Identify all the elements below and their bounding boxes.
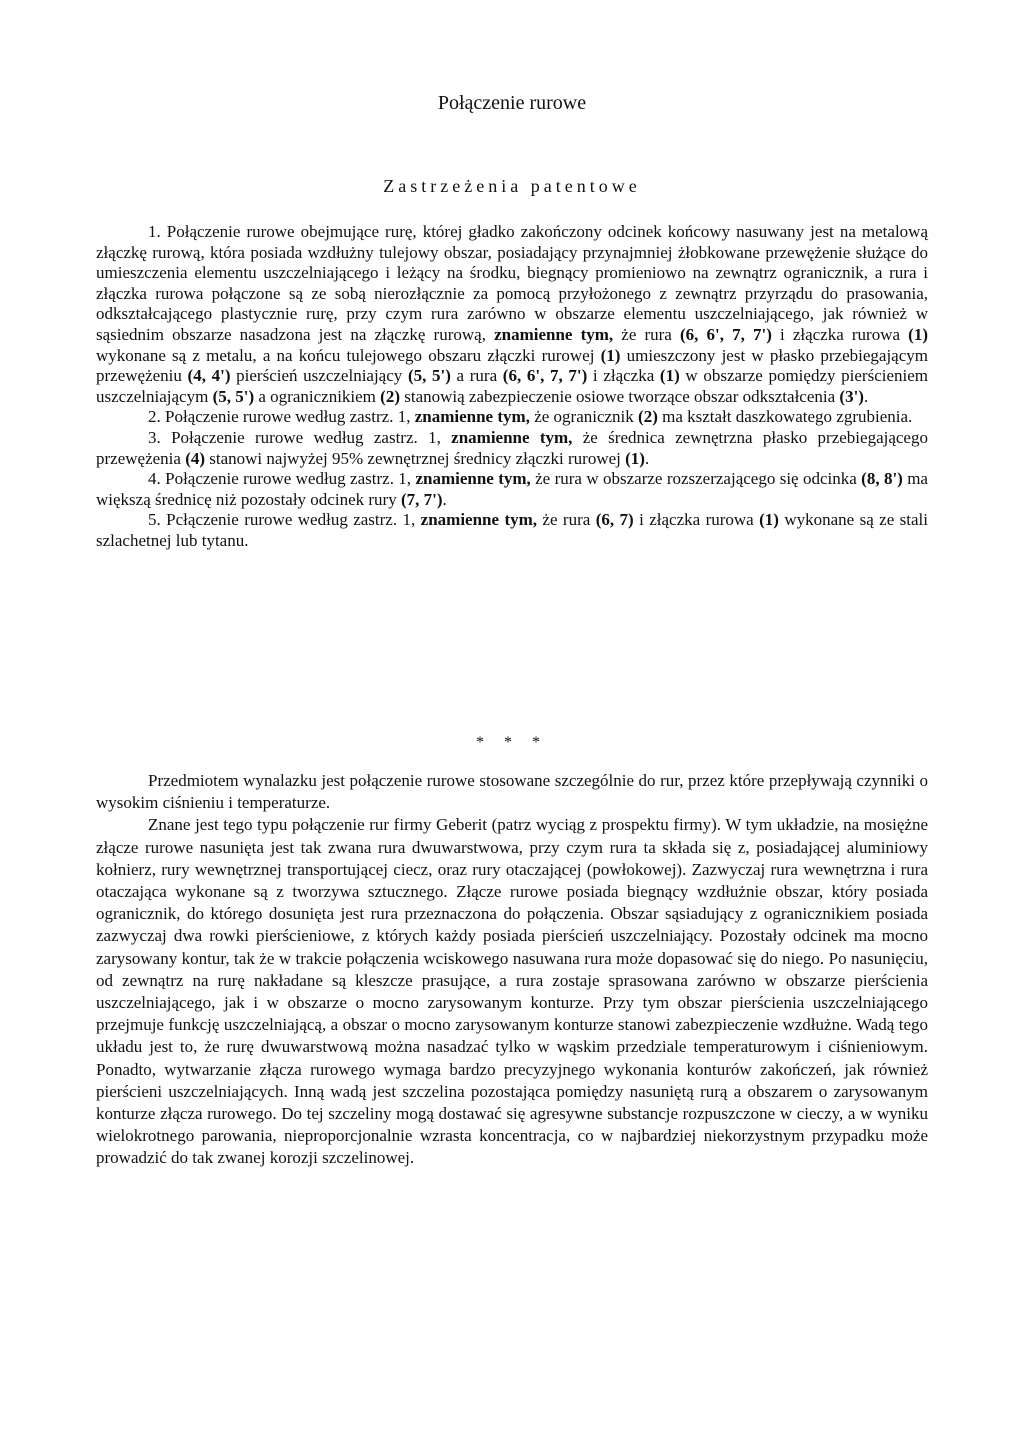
claim-segment: a ogranicznikiem: [254, 386, 381, 406]
claim-segment: a rura: [450, 366, 503, 386]
claim-segment: (4): [185, 448, 206, 468]
claim-segment: (6, 7): [595, 510, 634, 530]
claim-segment: 4. Połączenie rurowe według zastrz. 1,: [148, 469, 416, 489]
claim-segment: w obszarze pomiędzy pierścieniem uszczelniającym: [96, 366, 928, 406]
claim-segment: że rura w obszarze rozszerzającego się odcinka: [530, 469, 862, 489]
claim-4: [96, 469, 928, 510]
claims-heading: Zastrzeżenia patentowe: [383, 176, 641, 196]
claim-segment: pierścień uszczelniający: [230, 366, 408, 386]
claim-segment: że średnica zewnętrzna płasko przebiegającego przewężenia: [96, 427, 928, 468]
claim-segment: znamienne tym,: [494, 324, 614, 344]
claim-segment: stanowi najwyżej 95% zewnętrznej średnicy złączki rurowej: [205, 448, 626, 468]
claim-segment: znamienne tym,: [451, 427, 573, 447]
section-separator: * * *: [476, 734, 548, 751]
claim-segment: (1): [600, 345, 621, 365]
claims-section: [96, 222, 928, 552]
claim-segment: wykonane są ze stali szlachetnej lub tytanu.: [96, 510, 929, 550]
claim-segment: ma kształt daszkowatego zgrubienia.: [657, 407, 913, 427]
claim-segment: (6, 6', 7, 7'): [502, 366, 588, 386]
description-section: [96, 770, 928, 1170]
claim-segment: umieszczony jest w płasko przebiegającym przewężeniu: [96, 345, 928, 386]
claim-segment: znamienne tym,: [415, 469, 531, 489]
claim-segment: 1. Połączenie rurowe obejmujące rurę, której gładko zakończony odcinek końcowy nasuwany jest na metalową złączkę rurową, która posiada wzdłużny tulejowy obszar, posiadający przynajmniej żłobkowane przewężenie służące do umieszczenia elementu uszczelniającego i leżący na środku, biegnący promieniowo na zewnątrz ogranicznik, a rura i złączka rurowa połączone są ze sobą nierozłącznie za pomocą przyłożonego z zewnątrz przyrządu do prasowania, odkształcającego plastycznie rurę, przy czym rura zarówno w obszarze elementu uszczelniającego, jak również w sąsiednim obszarze nasadzona jest na złączkę rurową,: [96, 222, 928, 344]
claim-segment: znamienne tym,: [414, 407, 530, 427]
claim-5: [96, 510, 928, 551]
claim-segment: (7, 7'): [400, 489, 443, 509]
claim-segment: (6, 6', 7, 7'): [679, 324, 772, 344]
claim-segment: (2): [380, 386, 400, 406]
claim-segment: znamienne tym,: [420, 510, 538, 530]
claim-segment: .: [644, 448, 650, 468]
claim-segment: i złączka rurowa: [633, 510, 760, 530]
claim-segment: że ogranicznik: [529, 407, 639, 427]
description-paragraph: Przedmiotem wynalazku jest połączenie rurowe stosowane szczególnie do rur, przez które przepływają czynniki o wysokim ciśnieniu i temperaturze.: [96, 771, 928, 813]
claim-segment: (1): [659, 366, 680, 386]
document-title: Połączenie rurowe: [437, 92, 587, 114]
claim-segment: 3. Połączenie rurowe według zastrz. 1,: [148, 427, 452, 447]
claim-segment: 5. Pcłączenie rurowe według zastrz. 1,: [148, 510, 421, 530]
claim-segment: że rura: [537, 510, 596, 530]
claim-segment: (5, 5'): [212, 386, 255, 406]
claim-2: [96, 407, 928, 428]
claim-segment: i złączka rurowa: [771, 324, 909, 344]
claim-segment: (4, 4'): [187, 366, 231, 386]
claim-segment: (3'): [839, 386, 864, 406]
claim-segment: (5, 5'): [407, 366, 451, 386]
claim-segment: stanowią zabezpieczenie osiowe tworzące obszar odkształcenia: [399, 386, 840, 406]
claim-segment: wykonane są z metalu, a na końcu tulejowego obszaru złączki rurowej: [96, 345, 601, 365]
claim-segment: .: [863, 386, 869, 406]
claim-segment: .: [442, 489, 447, 509]
claim-3: [96, 428, 928, 469]
claim-segment: ma większą średnicę niż pozostały odcinek rury: [96, 469, 928, 509]
claim-segment: że rura: [613, 324, 680, 344]
claim-segment: (1): [908, 324, 928, 344]
claim-segment: 2. Połączenie rurowe według zastrz. 1,: [148, 407, 415, 427]
claim-segment: i złączka: [587, 366, 660, 386]
claim-segment: (8, 8'): [861, 469, 903, 489]
claim-segment: (1): [759, 510, 779, 530]
claim-segment: (1): [625, 448, 645, 468]
claim-1: [96, 222, 928, 407]
description-paragraph: Znane jest tego typu połączenie rur firmy Geberit (patrz wyciąg z prospektu firmy). W tym układzie, na mosiężne złącze rurowe nasunięta jest tak zwana rura dwuwarstwowa, przy czym rura ta składa się z, posiadającej aluminiowy kołnierz, rury wewnętrznej transportującej ciecz, oraz rury otaczającej (powłokowej). Zazwyczaj rura wewnętrzna i rura otaczająca wykonane są z tworzywa sztucznego. Złącze rurowe posiada biegnący wzdłużnie obszar, który posiada ogranicznik, do którego dosunięta jest rura przeznaczona do połączenia. Obszar sąsiadujący z ogranicznikiem posiada zazwyczaj dwa rowki pierścieniowe, z których każdy posiada pierścień uszczelniający. Pozostały odcinek ma mocno zarysowany kontur, tak że w trakcie połączenia wciskowego nasuwana rura może dopasować się do niego. Po nasunięciu, od zewnątrz na rurę nakładane są kleszcze prasujące, a rura zostaje sprasowana zarówno w obszarze pierścienia uszczelniającego, jak i w obszarze o mocno zarysowanym konturze. Przy tym obszar pierścienia uszczelniającego przejmuje funkcję uszczelniającą, a obszar o mocno zarysowanym konturze stanowi zabezpieczenie wzdłużne. Wadą tego układu jest to, że rurę dwuwarstwową można nasadzać tylko w wąskim przedziale temperaturowym i ciśnieniowym. Ponadto, wytwarzanie złącza rurowego wymaga bardzo precyzyjnego wykonania konturów zakończeń, jak również pierścieni uszczelniających. Inną wadą jest szczelina pozostająca pomiędzy nasuniętą rurą a obszarem o zarysowanym konturze złącza rurowego. Do tej szczeliny mogą dostawać się agresywne substancje rozpuszczone w cieczy, a w wyniku wielokrotnego parowania, nieproporcjonalnie wzrasta koncentracja, co w najbardziej niekorzystnym przypadku może prowadzić do tak zwanej korozji szczelinowej.: [96, 815, 928, 1168]
claim-segment: (2): [638, 407, 658, 427]
